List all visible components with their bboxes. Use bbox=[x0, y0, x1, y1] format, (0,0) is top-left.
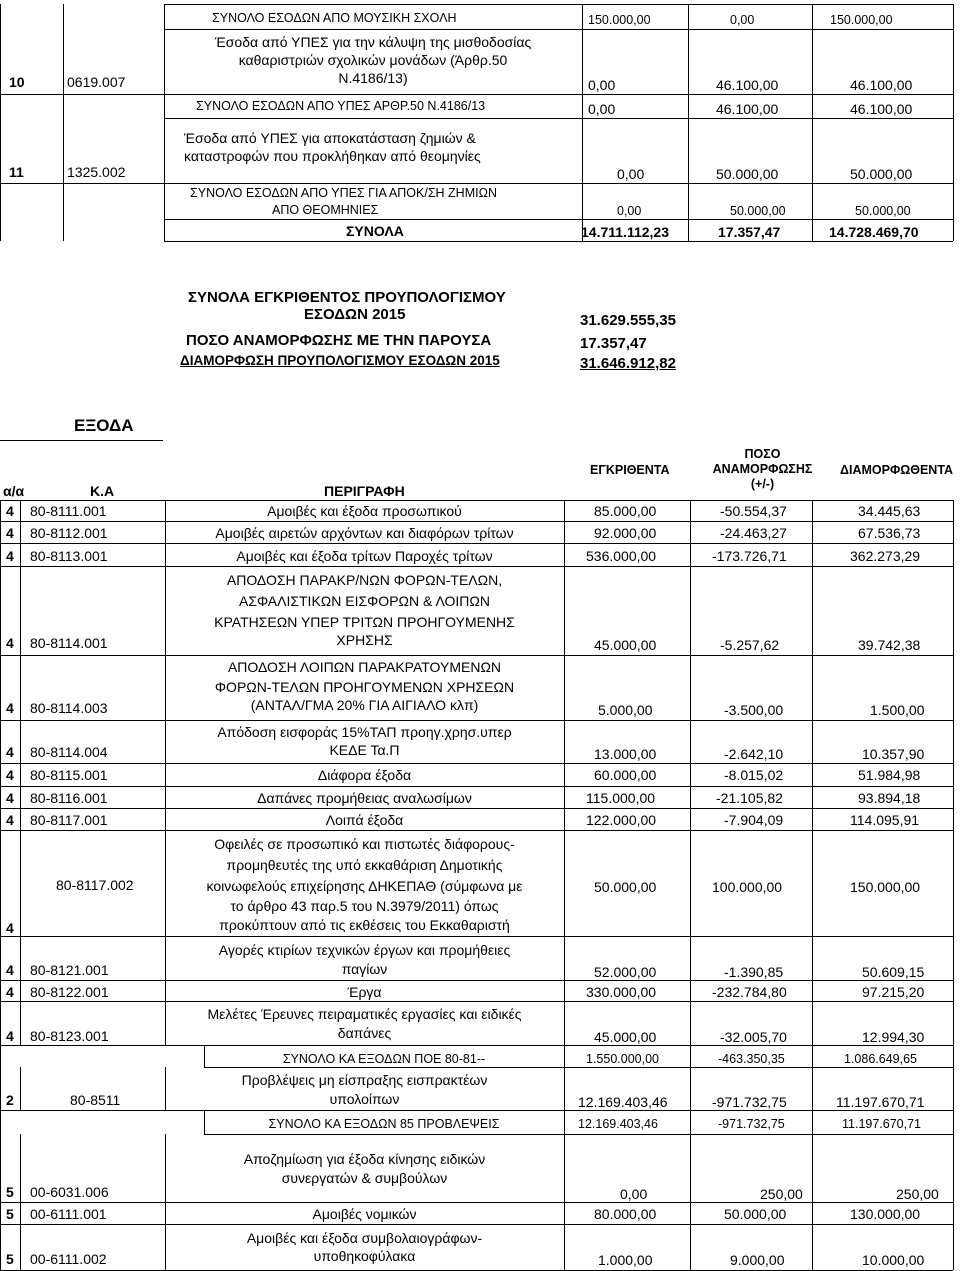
row-aa: 4 bbox=[6, 984, 14, 1000]
row-ka: 80-8121.001 bbox=[30, 962, 109, 978]
row-aa: 4 bbox=[6, 812, 14, 828]
row-description: Αγορές κτιρίων τεχνικών έργων και προμήθειες bbox=[218, 942, 511, 958]
row-final: 67.536,73 bbox=[858, 525, 921, 541]
header-adjustment: ΠΟΣΟ bbox=[744, 447, 781, 461]
row-adjustment: -7.904,09 bbox=[724, 812, 784, 828]
final-value: 150.000,00 bbox=[830, 13, 893, 27]
row-final: 12.994,30 bbox=[862, 1029, 925, 1045]
adjustment-value: 0,00 bbox=[730, 13, 755, 27]
row-adjustment: -3.500,00 bbox=[724, 702, 784, 718]
header-adjustment: (+/-) bbox=[750, 477, 775, 491]
row-aa: 4 bbox=[6, 920, 14, 936]
subtotal-adjustment: -971.732,75 bbox=[718, 1117, 785, 1131]
row-final: 250,00 bbox=[896, 1186, 939, 1202]
row-aa: 5 bbox=[6, 1251, 14, 1267]
row-description: Δαπάνες προμήθειας αναλωσίμων bbox=[257, 790, 472, 806]
row-description: Αποζημίωση για έξοδα κίνησης ειδικών bbox=[243, 1151, 486, 1167]
row-final: 362.273,29 bbox=[850, 548, 921, 564]
header-aa: α/α bbox=[3, 483, 25, 499]
row-description: Λοιπά έξοδα bbox=[325, 812, 404, 828]
row-approved: 80.000,00 bbox=[594, 1206, 657, 1222]
row-aa: 4 bbox=[6, 525, 14, 541]
row-description: καθαριστριών σχολικών μονάδων (Άρθρ.50 bbox=[238, 52, 508, 68]
row-ka: 80-8114.001 bbox=[30, 635, 108, 651]
row-description: Αμοιβές και έξοδα προσωπικού bbox=[267, 503, 462, 519]
totals-adjustment: 17.357,47 bbox=[718, 224, 781, 240]
row-ka: 80-8112.001 bbox=[30, 525, 108, 541]
row-final: 51.984,98 bbox=[858, 767, 921, 783]
row-description: ΑΠΟΔΟΣΗ ΠΑΡΑΚΡ/ΝΩΝ ΦΟΡΩΝ-ΤΕΛΩΝ, bbox=[226, 572, 503, 588]
row-adjustment: -232.784,80 bbox=[712, 984, 787, 1000]
row-ka: 80-8114.003 bbox=[30, 700, 108, 716]
subtotal-approved: 1.550.000,00 bbox=[586, 1052, 659, 1066]
row-approved: 60.000,00 bbox=[594, 767, 657, 783]
row-approved: 13.000,00 bbox=[594, 746, 657, 762]
row-adjustment: -2.642,10 bbox=[724, 746, 784, 762]
approved-value: 0,00 bbox=[617, 204, 642, 218]
row-ka: 00-6111.001 bbox=[30, 1206, 107, 1222]
row-final: 39.742,38 bbox=[858, 637, 921, 653]
row-ka: 80-8111.001 bbox=[30, 503, 107, 519]
row-description: Μελέτες Έρευνες πειραματικές εργασίες και ειδικές bbox=[207, 1006, 522, 1022]
totals-approved: 14.711.112,23 bbox=[581, 224, 669, 240]
row-description: ΦΟΡΩΝ-ΤΕΛΩΝ ΠΡΟΗΓΟΥΜΕΝΩΝ ΧΡΗΣΕΩΝ bbox=[214, 679, 515, 695]
approved-value: 0,00 bbox=[588, 77, 616, 93]
row-adjustment: -971.732,75 bbox=[712, 1094, 787, 1110]
adjustment-value: 50.000,00 bbox=[716, 166, 779, 182]
subtotal-label: ΣΥΝΟΛΟ ΚΑ ΕΞΟΔΩΝ ΠΟΕ 80-81-- bbox=[282, 1052, 486, 1066]
row-code: 0619.007 bbox=[67, 74, 126, 90]
row-final: 11.197.670,71 bbox=[836, 1094, 925, 1110]
row-final: 34.445,63 bbox=[858, 503, 921, 519]
row-description: Προβλέψεις μη είσπραξης εισπρακτέων bbox=[241, 1072, 488, 1088]
row-adjustment: -1.390,85 bbox=[724, 964, 784, 980]
row-description: το άρθρο 43 παρ.5 του Ν.3979/2011) όπως bbox=[230, 898, 499, 914]
row-aa: 4 bbox=[6, 790, 14, 806]
row-ka: 80-8116.001 bbox=[30, 790, 108, 806]
adjustment-value: 50.000,00 bbox=[730, 204, 786, 218]
row-description: Αμοιβές και έξοδα συμβολαιογράφων- bbox=[246, 1230, 483, 1246]
row-ka: 80-8511 bbox=[70, 1092, 121, 1108]
summary-value: 17.357,47 bbox=[580, 335, 647, 352]
row-description: ΚΡΑΤΗΣΕΩΝ ΥΠΕΡ ΤΡΙΤΩΝ ΠΡΟΗΓΟΥΜΕΝΗΣ bbox=[214, 614, 515, 630]
totals-label: ΣΥΝΟΛΑ bbox=[346, 223, 404, 239]
final-value: 50.000,00 bbox=[855, 204, 911, 218]
subtotal-final: 11.197.670,71 bbox=[842, 1117, 922, 1131]
row-adjustment: 250,00 bbox=[760, 1186, 803, 1202]
row-final: 1.500,00 bbox=[870, 702, 925, 718]
row-approved: 1.000,00 bbox=[598, 1252, 653, 1268]
row-final: 130.000,00 bbox=[850, 1206, 921, 1222]
row-approved: 330.000,00 bbox=[586, 984, 657, 1000]
row-number: 10 bbox=[9, 74, 25, 90]
row-description: Απόδοση εισφοράς 15%ΤΑΠ προηγ.χρησ.υπερ bbox=[217, 724, 512, 740]
row-description: Ν.4186/13) bbox=[338, 70, 408, 86]
summary-label: ΕΣΟΔΩΝ 2015 bbox=[304, 306, 406, 323]
final-value: 46.100,00 bbox=[850, 101, 913, 117]
row-description: Αμοιβές νομικών bbox=[312, 1206, 417, 1222]
row-aa: 4 bbox=[6, 548, 14, 564]
subtotal-adjustment: -463.350,35 bbox=[718, 1052, 785, 1066]
row-final: 50.609,15 bbox=[862, 964, 925, 980]
row-final: 93.894,18 bbox=[858, 790, 921, 806]
row-ka: 00-6031.006 bbox=[30, 1184, 109, 1200]
totals-final: 14.728.469,70 bbox=[829, 224, 919, 240]
row-approved: 92.000,00 bbox=[594, 525, 657, 541]
row-final: 150.000,00 bbox=[850, 879, 921, 895]
row-approved: 122.000,00 bbox=[586, 812, 657, 828]
row-approved: 0,00 bbox=[620, 1186, 648, 1202]
row-description: Έσοδα από ΥΠΕΣ για την κάλυψη της μισθοδοσίας bbox=[214, 34, 532, 50]
row-adjustment: 100.000,00 bbox=[712, 879, 783, 895]
row-total-label: ΣΥΝΟΛΟ ΕΣΟΔΩΝ ΑΠΟ ΥΠΕΣ ΓΙΑ ΑΠΟΚ/ΣΗ ΖΗΜΙΩΝ bbox=[190, 186, 497, 200]
row-description: Αμοιβές αιρετών αρχόντων και διαφόρων τρίτων bbox=[215, 525, 514, 541]
summary-value: 31.629.555,35 bbox=[580, 312, 676, 329]
row-ka: 80-8117.001 bbox=[30, 812, 108, 828]
row-aa: 2 bbox=[6, 1092, 14, 1108]
approved-value: 0,00 bbox=[588, 101, 616, 117]
row-final: 97.215,20 bbox=[862, 984, 925, 1000]
row-adjustment: -24.463,27 bbox=[720, 525, 787, 541]
row-approved: 85.000,00 bbox=[594, 503, 657, 519]
row-description: Αμοιβές και έξοδα τρίτων Παροχές τρίτων bbox=[236, 548, 493, 564]
row-description: (ΑΝΤΑΛ/ΓΜΑ 20% ΓΙΑ ΑΙΓΙΑΛΟ κλπ) bbox=[250, 697, 479, 713]
header-approved: ΕΓΚΡΙΘΕΝΤΑ bbox=[590, 463, 670, 477]
row-description: ΑΣΦΑΛΙΣΤΙΚΩΝ ΕΙΣΦΟΡΩΝ & ΛΟΙΠΩΝ bbox=[239, 593, 490, 609]
row-adjustment: -5.257,62 bbox=[720, 637, 780, 653]
row-description: ΚΕΔΕ Τα.Π bbox=[329, 742, 400, 758]
row-adjustment: 9.000,00 bbox=[730, 1252, 785, 1268]
row-adjustment: -8.015,02 bbox=[724, 767, 784, 783]
row-description: Οφειλές σε προσωπικό και πιστωτές διάφορους- bbox=[214, 836, 515, 852]
approved-value: 150.000,00 bbox=[588, 13, 651, 27]
header-final: ΔΙΑΜΟΡΦΩΘΕΝΤΑ bbox=[840, 463, 954, 477]
header-adjustment: ΑΝΑΜΟΡΦΩΣΗΣ bbox=[712, 462, 813, 476]
row-approved: 5.000,00 bbox=[598, 702, 653, 718]
row-adjustment: -21.105,82 bbox=[716, 790, 783, 806]
row-aa: 4 bbox=[6, 1028, 14, 1044]
row-description: κοινωφελούς επιχείρησης ΔΗΚΕΠΑΘ (σύμφωνα με bbox=[206, 878, 523, 894]
row-code: 1325.002 bbox=[67, 164, 126, 180]
row-description: προμηθευτές της υπό εκκαθάριση Δημοτικής bbox=[226, 857, 503, 873]
row-description: συνεργατών & συμβούλων bbox=[281, 1170, 448, 1186]
subtotal-final: 1.086.649,65 bbox=[844, 1052, 917, 1066]
row-description: Διάφορα έξοδα bbox=[317, 767, 412, 783]
final-value: 46.100,00 bbox=[850, 77, 913, 93]
adjustment-value: 46.100,00 bbox=[716, 101, 779, 117]
adjustment-value: 46.100,00 bbox=[716, 77, 779, 93]
row-description: ΧΡΗΣΗΣ bbox=[336, 632, 393, 648]
row-total-label: ΑΠΟ ΘΕΟΜΗΝΙΕΣ bbox=[272, 203, 379, 217]
row-adjustment: -50.554,37 bbox=[720, 503, 787, 519]
row-approved: 52.000,00 bbox=[594, 964, 657, 980]
row-ka: 80-8122.001 bbox=[30, 984, 109, 1000]
row-description: Έργα bbox=[347, 984, 382, 1000]
row-number: 11 bbox=[9, 164, 24, 180]
header-ka: Κ.Α bbox=[90, 483, 115, 499]
row-adjustment: 50.000,00 bbox=[724, 1206, 787, 1222]
row-adjustment: -173.726,71 bbox=[712, 548, 787, 564]
row-final: 114.095,91 bbox=[850, 812, 920, 828]
row-aa: 4 bbox=[6, 962, 14, 978]
row-approved: 536.000,00 bbox=[586, 548, 657, 564]
row-ka: 80-8114.004 bbox=[30, 744, 108, 760]
row-approved: 50.000,00 bbox=[594, 879, 657, 895]
header-description: ΠΕΡΙΓΡΑΦΗ bbox=[324, 483, 405, 499]
row-description: προκύπτουν από τις εκθέσεις του Εκκαθαριστή bbox=[219, 917, 510, 933]
summary-value: 31.646.912,82 bbox=[580, 355, 676, 372]
row-aa: 4 bbox=[6, 503, 14, 519]
row-ka: 80-8113.001 bbox=[30, 548, 108, 564]
row-aa: 4 bbox=[6, 767, 14, 783]
row-approved: 45.000,00 bbox=[594, 637, 657, 653]
row-aa: 4 bbox=[6, 700, 14, 716]
summary-label: ΔΙΑΜΟΡΦΩΣΗ ΠΡΟΥΠΟΛΟΓΙΣΜΟΥ ΕΣΟΔΩΝ 2015 bbox=[180, 353, 500, 368]
row-description: παγίων bbox=[341, 961, 388, 977]
row-adjustment: -32.005,70 bbox=[720, 1029, 787, 1045]
approved-value: 0,00 bbox=[617, 166, 645, 182]
row-final: 10.357,90 bbox=[862, 746, 925, 762]
row-ka: 80-8115.001 bbox=[30, 767, 108, 783]
final-value: 50.000,00 bbox=[850, 166, 913, 182]
summary-label: ΣΥΝΟΛΑ ΕΓΚΡΙΘΕΝΤΟΣ ΠΡΟΥΠΟΛΟΓΙΣΜΟΥ bbox=[188, 289, 506, 306]
row-description: δαπάνες bbox=[337, 1025, 392, 1041]
row-description: Έσοδα από ΥΠΕΣ για αποκατάσταση ζημιών & bbox=[184, 130, 476, 146]
row-total-label: ΣΥΝΟΛΟ ΕΣΟΔΩΝ ΑΠΟ ΥΠΕΣ ΑΡΘΡ.50 Ν.4186/13 bbox=[196, 99, 486, 113]
row-aa: 4 bbox=[6, 635, 14, 651]
row-ka: 80-8117.002 bbox=[56, 877, 134, 893]
row-description: υποθηκοφύλακα bbox=[313, 1248, 416, 1264]
row-description: ΑΠΟΔΟΣΗ ΛΟΙΠΩΝ ΠΑΡΑΚΡΑΤΟΥΜΕΝΩΝ bbox=[227, 659, 502, 675]
row-aa: 4 bbox=[6, 744, 14, 760]
row-final: 10.000,00 bbox=[862, 1252, 925, 1268]
row-ka: 80-8123.001 bbox=[30, 1028, 109, 1044]
row-aa: 5 bbox=[6, 1206, 14, 1222]
row-total-label: ΣΥΝΟΛΟ ΕΣΟΔΩΝ ΑΠΟ ΜΟΥΣΙΚΗ ΣΧΟΛΗ bbox=[212, 11, 457, 25]
expenses-title: ΕΞΟΔΑ bbox=[74, 416, 134, 435]
row-description: καταστροφών που προκλήθηκαν από θεομηνίες bbox=[184, 148, 481, 164]
summary-label: ΠΟΣΟ ΑΝΑΜΟΡΦΩΣΗΣ ΜΕ ΤΗΝ ΠΑΡΟΥΣΑ bbox=[186, 332, 492, 349]
row-aa: 5 bbox=[6, 1184, 14, 1200]
row-approved: 45.000,00 bbox=[594, 1029, 657, 1045]
row-approved: 115.000,00 bbox=[586, 790, 656, 806]
subtotal-label: ΣΥΝΟΛΟ ΚΑ ΕΞΟΔΩΝ 85 ΠΡΟΒΛΕΨΕΙΣ bbox=[268, 1117, 500, 1131]
row-description: υπολοίπων bbox=[329, 1091, 400, 1107]
row-ka: 00-6111.002 bbox=[30, 1251, 107, 1267]
row-approved: 12.169.403,46 bbox=[578, 1094, 668, 1110]
subtotal-approved: 12.169.403,46 bbox=[578, 1117, 658, 1131]
